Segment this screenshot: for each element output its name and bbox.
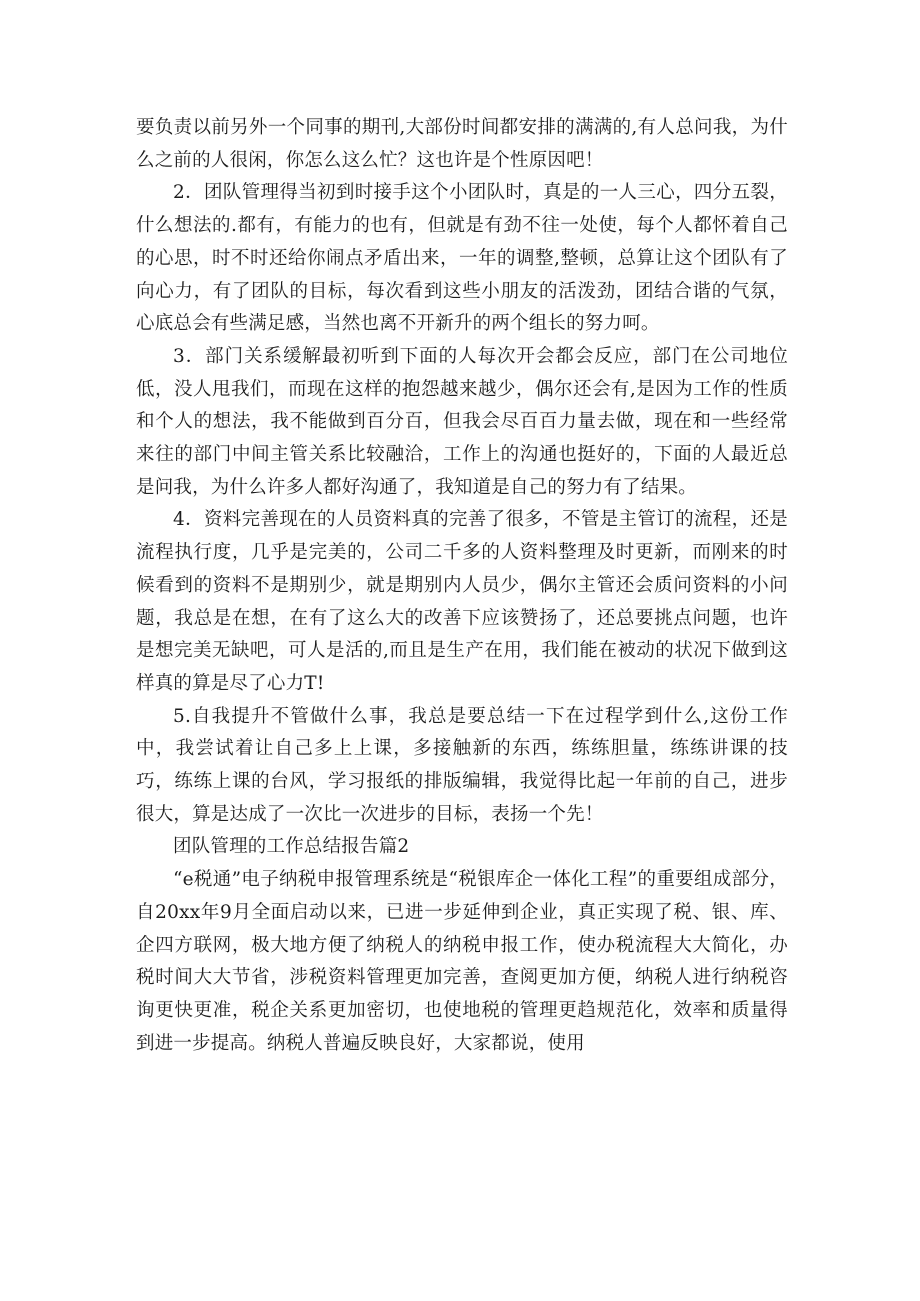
document-body	[136, 112, 788, 1060]
paragraph-etax-system: “e税通”电子纳税申报管理系统是“税银库企一体化工程”的重要组成部分，自20xx年9月全面启动以来，已进一步延伸到企业，真正实现了税、银、库、企四方联网，极大地方便了纳税人的纳税申报工作，使办税流程大大简化，办税时间大大节省，涉税资料管理更加完善，查阅更加方便，纳税人进行纳税咨询更快更准，税企关系更加密切，也使地税的管理更趋规范化，效率和质量得到进一步提高。纳税人普遍反映良好，大家都说，使用	[136, 869, 788, 1054]
paragraph-department-relations: 3．部门关系缓解最初听到下面的人每次开会都会反应，部门在公司地位低，没人甩我们，而现在这样的抱怨越来越少，偶尔还会有,是因为工作的性质和个人的想法，我不能做到百分百，但我会尽百百力量去做，现在和一些经常来往的部门中间主管关系比较融洽，工作上的沟通也挺好的，下面的人最近总是问我，为什么许多人都好沟通了，我知道是自己的努力有了结果。	[136, 345, 788, 498]
paragraph-continuation: 要负责以前另外一个同事的期刊,大部份时间都安排的满满的,有人总问我，为什么之前的人很闲，你怎么这么忙？这也许是个性原因吧！	[136, 117, 788, 171]
paragraph-team-management: 2．团队管理得当初到时接手这个小团队时，真是的一人三心，四分五裂，什么想法的.都有，有能力的也有，但就是有劲不往一处使，每个人都怀着自己的心思，时不时还给你闹点矛盾出来，一年的调整,整顿，总算让这个团队有了向心力，有了团队的目标，每次看到这些小朋友的活泼劲，团结合谐的气氛，心底总会有些满足感，当然也离不开新升的两个组长的努力呵。	[136, 182, 788, 335]
paragraph-data-improvement: 4．资料完善现在的人员资料真的完善了很多，不管是主管订的流程，还是流程执行度，几乎是完美的，公司二千多的人资料整理及时更新，而刚来的时候看到的资料不是期别少，就是期别内人员少，偶尔主管还会质问资料的小问题，我总是在想，在有了这么大的改善下应该赞扬了，还总要挑点问题，也许是想完美无缺吧，可人是活的,而且是生产在用，我们能在被动的状况下做到这样真的算是尽了心力T!	[136, 509, 788, 694]
section-heading: 团队管理的工作总结报告篇2	[173, 836, 410, 858]
paragraph-self-improvement: 5.自我提升不管做什么事，我总是要总结一下在过程学到什么,这份工作中，我尝试着让自己多上上课，多接触新的东西，练练胆量，练练讲课的技巧，练练上课的台风，学习报纸的排版编辑，我觉得比起一年前的自己，进步很大，算是达成了一次比一次进步的目标，表扬一个先！	[136, 705, 788, 825]
